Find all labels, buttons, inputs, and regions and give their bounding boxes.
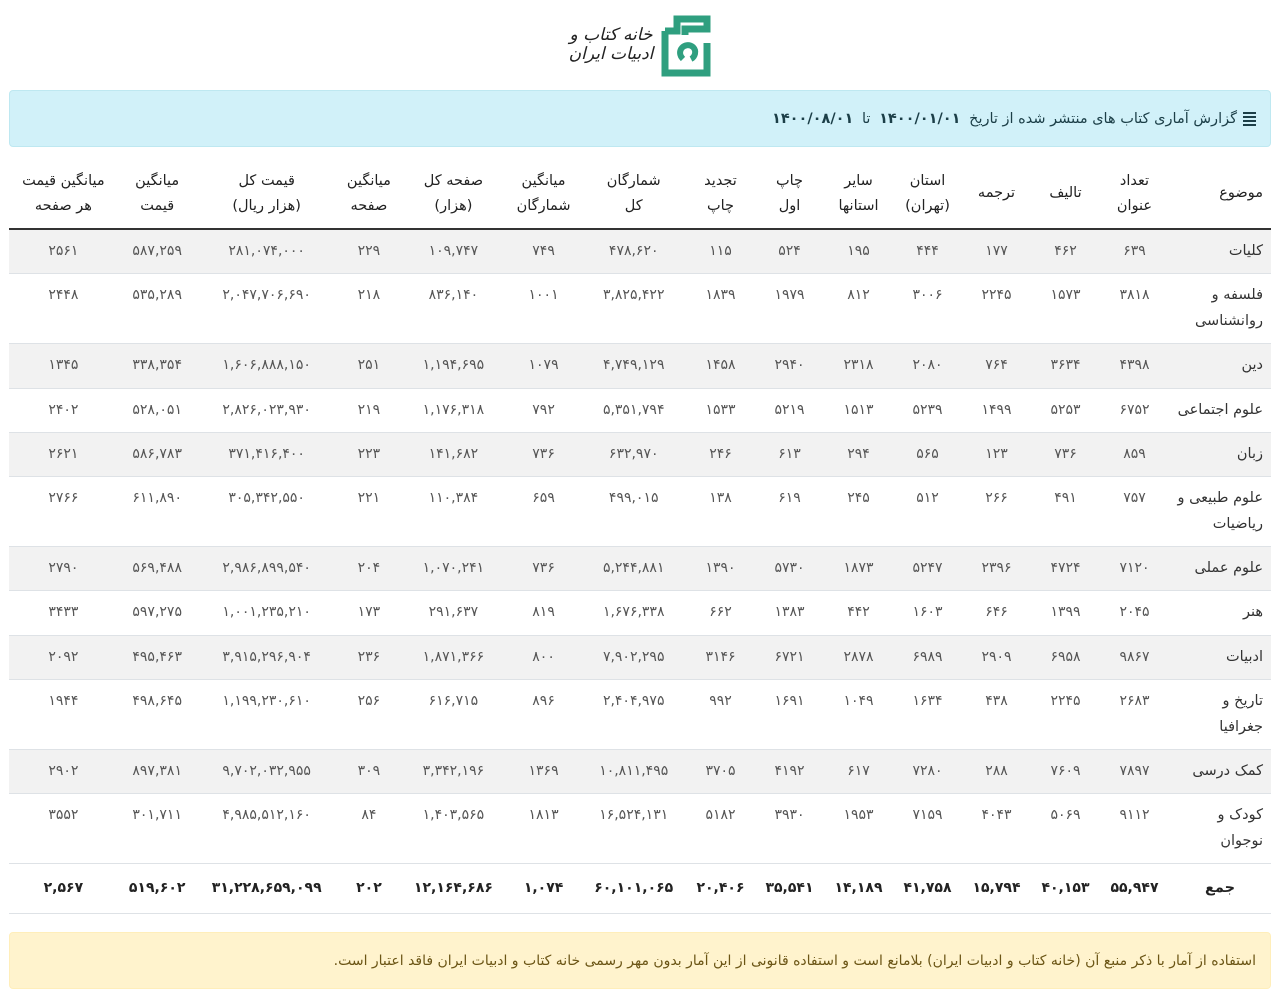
value-cell: ۱۶۰۳ <box>893 591 962 635</box>
value-cell: ۵۲۳۹ <box>893 388 962 432</box>
column-header: موضوع <box>1169 159 1271 229</box>
value-cell: ۱۰,۸۱۱,۴۹۵ <box>581 749 686 793</box>
value-cell: ۴۴۴ <box>893 229 962 274</box>
subject-cell: زبان <box>1169 432 1271 476</box>
value-cell: ۴۳۸ <box>962 680 1031 750</box>
table-row <box>9 432 1271 476</box>
value-cell: ۶۳۹ <box>1100 229 1169 274</box>
site-header <box>9 0 1271 90</box>
value-cell: ۱۳۶۹ <box>506 749 582 793</box>
value-cell: ۱۷۳ <box>337 591 401 635</box>
value-cell: ۳۵۵۲ <box>9 794 118 864</box>
column-header: میانگین صفحه <box>337 159 401 229</box>
value-cell: ۱,۰۰۱,۲۳۵,۲۱۰ <box>197 591 337 635</box>
column-header: صفحه کل (هزار) <box>401 159 506 229</box>
column-header: میانگین قیمت هر صفحه <box>9 159 118 229</box>
value-cell: ۱۸۳۹ <box>686 274 755 344</box>
subject-cell: علوم عملی <box>1169 547 1271 591</box>
value-cell: ۶۶۲ <box>686 591 755 635</box>
value-cell: ۷۶۴ <box>962 344 1031 388</box>
value-cell: ۶۹۵۸ <box>1031 635 1100 679</box>
value-cell: ۵۲۴ <box>755 229 824 274</box>
value-cell: ۲۱۹ <box>337 388 401 432</box>
value-cell: ۲۱۸ <box>337 274 401 344</box>
total-cell: ۴۰,۱۵۳ <box>1031 864 1100 914</box>
value-cell: ۳۱۴۶ <box>686 635 755 679</box>
value-cell: ۲۹۱,۶۳۷ <box>401 591 506 635</box>
value-cell: ۱۰۴۹ <box>824 680 893 750</box>
value-cell: ۷,۹۰۲,۲۹۵ <box>581 635 686 679</box>
value-cell: ۳,۳۴۲,۱۹۶ <box>401 749 506 793</box>
value-cell: ۱۰۰۱ <box>506 274 582 344</box>
value-cell: ۲۸۱,۰۷۴,۰۰۰ <box>197 229 337 274</box>
value-cell: ۵,۳۵۱,۷۹۴ <box>581 388 686 432</box>
value-cell: ۵۶۹,۴۸۸ <box>118 547 197 591</box>
value-cell: ۲۷۹۰ <box>9 547 118 591</box>
value-cell: ۱۲۳ <box>962 432 1031 476</box>
value-cell: ۲,۰۴۷,۷۰۶,۶۹۰ <box>197 274 337 344</box>
value-cell: ۲۶۸۳ <box>1100 680 1169 750</box>
value-cell: ۳۹۳۰ <box>755 794 824 864</box>
subject-cell: تاریخ و جغرافیا <box>1169 680 1271 750</box>
column-header: شمارگان کل <box>581 159 686 229</box>
value-cell: ۵۶۵ <box>893 432 962 476</box>
value-cell: ۱,۶۷۶,۳۳۸ <box>581 591 686 635</box>
value-cell: ۶۷۲۱ <box>755 635 824 679</box>
value-cell: ۲۸۸ <box>962 749 1031 793</box>
value-cell: ۱۰۹,۷۴۷ <box>401 229 506 274</box>
total-cell: ۳۵,۵۴۱ <box>755 864 824 914</box>
value-cell: ۱۱۰,۳۸۴ <box>401 477 506 547</box>
value-cell: ۱۰۷۹ <box>506 344 582 388</box>
table-header-row <box>9 159 1271 229</box>
value-cell: ۷۳۶ <box>506 547 582 591</box>
value-cell: ۵۱۲ <box>893 477 962 547</box>
value-cell: ۷۸۹۷ <box>1100 749 1169 793</box>
value-cell: ۱۳۹۰ <box>686 547 755 591</box>
value-cell: ۹۸۶۷ <box>1100 635 1169 679</box>
value-cell: ۱,۱۹۴,۶۹۵ <box>401 344 506 388</box>
value-cell: ۶۴۶ <box>962 591 1031 635</box>
value-cell: ۷۱۲۰ <box>1100 547 1169 591</box>
value-cell: ۲,۸۲۶,۰۲۳,۹۳۰ <box>197 388 337 432</box>
value-cell: ۱۴۹۹ <box>962 388 1031 432</box>
value-cell: ۶۱۳ <box>755 432 824 476</box>
date-from: ۱۴۰۰/۰۱/۰۱ <box>879 110 961 127</box>
value-cell: ۱۹۵ <box>824 229 893 274</box>
value-cell: ۵۲۱۹ <box>755 388 824 432</box>
total-cell: ۵۱۹,۶۰۲ <box>118 864 197 914</box>
value-cell: ۳۶۳۴ <box>1031 344 1100 388</box>
value-cell: ۲۵۱ <box>337 344 401 388</box>
value-cell: ۲۰۴۵ <box>1100 591 1169 635</box>
total-cell: ۱۴,۱۸۹ <box>824 864 893 914</box>
value-cell: ۱۶۳۴ <box>893 680 962 750</box>
date-to: ۱۴۰۰/۰۸/۰۱ <box>771 110 854 127</box>
total-cell: ۲۰۲ <box>337 864 401 914</box>
value-cell: ۵۰۶۹ <box>1031 794 1100 864</box>
value-cell: ۴۷۲۴ <box>1031 547 1100 591</box>
table-row <box>9 591 1271 635</box>
subject-cell: کمک درسی <box>1169 749 1271 793</box>
value-cell: ۱۳۸ <box>686 477 755 547</box>
value-cell: ۳۷۱,۴۱۶,۴۰۰ <box>197 432 337 476</box>
column-header: استان (تهران) <box>893 159 962 229</box>
subject-cell: علوم اجتماعی <box>1169 388 1271 432</box>
table-row <box>9 749 1271 793</box>
value-cell: ۲۲۴۵ <box>962 274 1031 344</box>
value-cell: ۴۰۴۳ <box>962 794 1031 864</box>
total-cell: ۲,۵۶۷ <box>9 864 118 914</box>
value-cell: ۲۵۶ <box>337 680 401 750</box>
value-cell: ۷۲۸۰ <box>893 749 962 793</box>
value-cell: ۴۷۸,۶۲۰ <box>581 229 686 274</box>
column-header: تعداد عنوان <box>1100 159 1169 229</box>
value-cell: ۵۸۷,۲۵۹ <box>118 229 197 274</box>
value-cell: ۷۳۶ <box>506 432 582 476</box>
value-cell: ۱,۱۹۹,۲۳۰,۶۱۰ <box>197 680 337 750</box>
value-cell: ۴۹۵,۴۶۳ <box>118 635 197 679</box>
subject-cell: کلیات <box>1169 229 1271 274</box>
value-cell: ۴۱۹۲ <box>755 749 824 793</box>
value-cell: ۲۶۲۱ <box>9 432 118 476</box>
value-cell: ۸۳۶,۱۴۰ <box>401 274 506 344</box>
value-cell: ۲۲۴۵ <box>1031 680 1100 750</box>
value-cell: ۱,۴۰۳,۵۶۵ <box>401 794 506 864</box>
value-cell: ۳۰۰۶ <box>893 274 962 344</box>
value-cell: ۵۹۷,۲۷۵ <box>118 591 197 635</box>
value-cell: ۶۹۸۹ <box>893 635 962 679</box>
subject-cell: علوم طبیعی و ریاضیات <box>1169 477 1271 547</box>
value-cell: ۱۴۵۸ <box>686 344 755 388</box>
table-row <box>9 635 1271 679</box>
value-cell: ۲۵۶۱ <box>9 229 118 274</box>
column-header: قیمت کل (هزار ریال) <box>197 159 337 229</box>
value-cell: ۸۹۶ <box>506 680 582 750</box>
total-cell: ۳۱,۲۲۸,۶۵۹,۰۹۹ <box>197 864 337 914</box>
value-cell: ۳۴۳۳ <box>9 591 118 635</box>
total-cell: ۲۰,۴۰۶ <box>686 864 755 914</box>
table-row <box>9 477 1271 547</box>
site-logo[interactable] <box>569 13 712 77</box>
total-cell: ۱,۰۷۴ <box>506 864 582 914</box>
column-header: میانگین شمارگان <box>506 159 582 229</box>
value-cell: ۲۰۹۲ <box>9 635 118 679</box>
value-cell: ۵۲۸,۰۵۱ <box>118 388 197 432</box>
value-cell: ۱۵۷۳ <box>1031 274 1100 344</box>
value-cell: ۴۹۸,۶۴۵ <box>118 680 197 750</box>
total-cell: ۴۱,۷۵۸ <box>893 864 962 914</box>
total-cell: ۱۲,۱۶۴,۶۸۶ <box>401 864 506 914</box>
value-cell: ۱,۰۷۰,۲۴۱ <box>401 547 506 591</box>
subject-cell: هنر <box>1169 591 1271 635</box>
column-header: سایر استانها <box>824 159 893 229</box>
subject-cell: دین <box>1169 344 1271 388</box>
table-row <box>9 388 1271 432</box>
value-cell: ۲۹۰۲ <box>9 749 118 793</box>
value-cell: ۳,۹۱۵,۲۹۶,۹۰۴ <box>197 635 337 679</box>
list-icon <box>1243 112 1256 126</box>
report-title: گزارش آماری کتاب های منتشر شده از تاریخ ۱۴۰۰/۰۱/۰۱ تا ۱۴۰۰/۰۸/۰۱ <box>771 110 1237 127</box>
total-cell: ۵۵,۹۴۷ <box>1100 864 1169 914</box>
value-cell: ۲۹۴ <box>824 432 893 476</box>
value-cell: ۱۶,۵۲۴,۱۳۱ <box>581 794 686 864</box>
value-cell: ۱۶۹۱ <box>755 680 824 750</box>
value-cell: ۲۳۹۶ <box>962 547 1031 591</box>
value-cell: ۷۶۰۹ <box>1031 749 1100 793</box>
value-cell: ۹۹۲ <box>686 680 755 750</box>
value-cell: ۴,۹۸۵,۵۱۲,۱۶۰ <box>197 794 337 864</box>
value-cell: ۵۷۳۰ <box>755 547 824 591</box>
value-cell: ۹,۷۰۲,۰۳۲,۹۵۵ <box>197 749 337 793</box>
value-cell: ۲۳۱۸ <box>824 344 893 388</box>
value-cell: ۹۱۱۲ <box>1100 794 1169 864</box>
value-cell: ۲۴۶ <box>686 432 755 476</box>
value-cell: ۲۲۱ <box>337 477 401 547</box>
column-header: میانگین قیمت <box>118 159 197 229</box>
value-cell: ۱۴۱,۶۸۲ <box>401 432 506 476</box>
value-cell: ۷۹۲ <box>506 388 582 432</box>
value-cell: ۲۹۴۰ <box>755 344 824 388</box>
value-cell: ۲۸۷۸ <box>824 635 893 679</box>
column-header: تجدید چاپ <box>686 159 755 229</box>
value-cell: ۸۴ <box>337 794 401 864</box>
value-cell: ۳۰۱,۷۱۱ <box>118 794 197 864</box>
value-cell: ۸۱۲ <box>824 274 893 344</box>
total-label: جمع <box>1169 864 1271 914</box>
book-stats-table <box>9 159 1271 914</box>
value-cell: ۱۳۸۳ <box>755 591 824 635</box>
value-cell: ۵۸۶,۷۸۳ <box>118 432 197 476</box>
logo-mark-icon <box>661 13 711 77</box>
value-cell: ۱۷۷ <box>962 229 1031 274</box>
value-cell: ۱۹۷۹ <box>755 274 824 344</box>
value-cell: ۱,۱۷۶,۳۱۸ <box>401 388 506 432</box>
value-cell: ۳۰۹ <box>337 749 401 793</box>
value-cell: ۴۶۲ <box>1031 229 1100 274</box>
value-cell: ۷۴۹ <box>506 229 582 274</box>
value-cell: ۲۴۵ <box>824 477 893 547</box>
value-cell: ۸۱۹ <box>506 591 582 635</box>
value-cell: ۶۱۹ <box>755 477 824 547</box>
value-cell: ۶۵۹ <box>506 477 582 547</box>
value-cell: ۲,۹۸۶,۸۹۹,۵۴۰ <box>197 547 337 591</box>
table-row <box>9 274 1271 344</box>
value-cell: ۱۹۵۳ <box>824 794 893 864</box>
value-cell: ۱۱۵ <box>686 229 755 274</box>
value-cell: ۱,۶۰۶,۸۸۸,۱۵۰ <box>197 344 337 388</box>
value-cell: ۲۷۶۶ <box>9 477 118 547</box>
value-cell: ۱,۸۷۱,۳۶۶ <box>401 635 506 679</box>
usage-notice <box>9 932 1271 989</box>
value-cell: ۲۰۸۰ <box>893 344 962 388</box>
logo-wordmark: خانه کتاب و ادبیات ایران <box>568 25 654 64</box>
table-row <box>9 344 1271 388</box>
value-cell: ۶۱۶,۷۱۵ <box>401 680 506 750</box>
subject-cell: ادبیات <box>1169 635 1271 679</box>
value-cell: ۱۹۴۴ <box>9 680 118 750</box>
value-cell: ۶۳۲,۹۷۰ <box>581 432 686 476</box>
table-row <box>9 547 1271 591</box>
value-cell: ۲,۴۰۴,۹۷۵ <box>581 680 686 750</box>
value-cell: ۵۱۸۲ <box>686 794 755 864</box>
column-header: چاپ اول <box>755 159 824 229</box>
subject-cell: فلسفه و روانشناسی <box>1169 274 1271 344</box>
column-header: ترجمه <box>962 159 1031 229</box>
value-cell: ۴,۷۴۹,۱۲۹ <box>581 344 686 388</box>
value-cell: ۵۳۵,۲۸۹ <box>118 274 197 344</box>
table-row <box>9 794 1271 864</box>
subject-cell: کودک و نوجوان <box>1169 794 1271 864</box>
usage-notice-text: استفاده از آمار با ذکر منبع آن (خانه کتاب و ادبیات ایران) بلامانع است و استفاده قانونی از این آمار بدون مهر رسمی خانه کتاب و ادبیات ایران فاقد اعتبار است. <box>333 952 1256 969</box>
value-cell: ۳۷۰۵ <box>686 749 755 793</box>
value-cell: ۶۱۱,۸۹۰ <box>118 477 197 547</box>
value-cell: ۶۱۷ <box>824 749 893 793</box>
value-cell: ۴۹۱ <box>1031 477 1100 547</box>
value-cell: ۳۸۱۸ <box>1100 274 1169 344</box>
value-cell: ۱۳۹۹ <box>1031 591 1100 635</box>
column-header: تالیف <box>1031 159 1100 229</box>
value-cell: ۱۵۳۳ <box>686 388 755 432</box>
value-cell: ۸۹۷,۳۸۱ <box>118 749 197 793</box>
value-cell: ۲۹۰۹ <box>962 635 1031 679</box>
value-cell: ۷۵۷ <box>1100 477 1169 547</box>
value-cell: ۲۴۴۸ <box>9 274 118 344</box>
value-cell: ۲۰۴ <box>337 547 401 591</box>
value-cell: ۲۴۰۲ <box>9 388 118 432</box>
value-cell: ۳۰۵,۳۴۲,۵۵۰ <box>197 477 337 547</box>
value-cell: ۴۴۲ <box>824 591 893 635</box>
table-row <box>9 229 1271 274</box>
value-cell: ۲۲۳ <box>337 432 401 476</box>
value-cell: ۱۵۱۳ <box>824 388 893 432</box>
value-cell: ۴۳۹۸ <box>1100 344 1169 388</box>
value-cell: ۷۳۶ <box>1031 432 1100 476</box>
value-cell: ۱۸۱۳ <box>506 794 582 864</box>
value-cell: ۴۹۹,۰۱۵ <box>581 477 686 547</box>
value-cell: ۱۳۴۵ <box>9 344 118 388</box>
value-cell: ۸۰۰ <box>506 635 582 679</box>
total-row <box>9 864 1271 914</box>
value-cell: ۵۲۴۷ <box>893 547 962 591</box>
value-cell: ۳۳۸,۳۵۴ <box>118 344 197 388</box>
value-cell: ۵,۲۴۴,۸۸۱ <box>581 547 686 591</box>
value-cell: ۲۶۶ <box>962 477 1031 547</box>
value-cell: ۸۵۹ <box>1100 432 1169 476</box>
value-cell: ۶۷۵۲ <box>1100 388 1169 432</box>
value-cell: ۵۲۵۳ <box>1031 388 1100 432</box>
value-cell: ۲۳۶ <box>337 635 401 679</box>
table-row <box>9 680 1271 750</box>
report-title-banner <box>9 90 1271 147</box>
value-cell: ۲۲۹ <box>337 229 401 274</box>
value-cell: ۱۸۷۳ <box>824 547 893 591</box>
total-cell: ۱۵,۷۹۴ <box>962 864 1031 914</box>
total-cell: ۶۰,۱۰۱,۰۶۵ <box>581 864 686 914</box>
value-cell: ۷۱۵۹ <box>893 794 962 864</box>
value-cell: ۳,۸۲۵,۴۲۲ <box>581 274 686 344</box>
table-body <box>9 229 1271 914</box>
